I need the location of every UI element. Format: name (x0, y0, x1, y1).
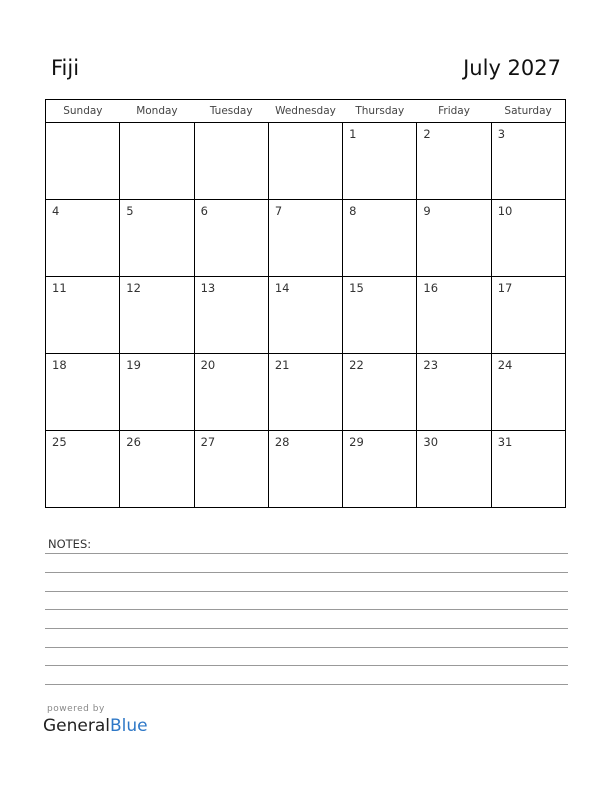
day-cell (120, 200, 194, 277)
day-number: 8 (349, 204, 357, 218)
notes-line (45, 553, 568, 554)
day-number: 17 (497, 281, 513, 295)
day-number: 15 (349, 281, 364, 295)
day-number: 12 (126, 281, 141, 295)
day-number: 21 (274, 358, 290, 372)
day-number: 29 (349, 435, 364, 449)
day-cell (343, 200, 417, 277)
weekday-sunday: Sunday (46, 100, 120, 123)
day-cell (417, 431, 491, 508)
week-row (46, 200, 566, 277)
day-number: 18 (52, 358, 67, 372)
day-number: 7 (274, 204, 283, 218)
day-number: 9 (423, 204, 431, 218)
day-number: 22 (349, 358, 364, 372)
weekday-tuesday: Tuesday (194, 100, 268, 123)
day-cell (46, 277, 120, 354)
day-number (195, 123, 268, 127)
day-cell (343, 277, 417, 354)
notes-line (45, 609, 568, 610)
week-row (46, 431, 566, 508)
day-cell (268, 354, 342, 431)
country-title: Fiji (51, 56, 80, 80)
notes-line (45, 647, 568, 648)
day-cell (491, 123, 565, 200)
day-number: 14 (274, 281, 290, 295)
day-cell (268, 123, 342, 200)
day-cell (417, 123, 491, 200)
day-cell (268, 277, 342, 354)
weekday-saturday: Saturday (491, 100, 565, 123)
brand-logo (43, 716, 148, 736)
week-row (46, 354, 566, 431)
day-number: 13 (200, 281, 216, 295)
day-number: 23 (423, 358, 439, 372)
weekday-thursday: Thursday (343, 100, 417, 123)
day-number: 28 (274, 435, 290, 449)
day-number: 1 (349, 127, 357, 141)
notes-label: NOTES: (48, 537, 92, 551)
day-number: 27 (200, 435, 216, 449)
weekday-header-row (46, 100, 566, 123)
day-cell (194, 277, 268, 354)
day-number: 19 (126, 358, 141, 372)
day-cell (46, 200, 120, 277)
day-number: 16 (423, 281, 439, 295)
day-number: 3 (497, 127, 506, 141)
day-cell (46, 354, 120, 431)
day-number: 31 (497, 435, 513, 449)
day-cell (343, 123, 417, 200)
notes-line (45, 628, 568, 629)
day-cell (120, 431, 194, 508)
day-cell (120, 277, 194, 354)
day-number (46, 123, 119, 127)
calendar-grid (45, 99, 566, 508)
day-number (269, 123, 342, 127)
day-cell (417, 277, 491, 354)
day-number: 6 (200, 204, 208, 218)
day-cell (268, 200, 342, 277)
day-cell (343, 354, 417, 431)
weekday-monday: Monday (120, 100, 194, 123)
day-number: 26 (126, 435, 141, 449)
brand-name-general: General (43, 716, 110, 736)
day-cell (343, 431, 417, 508)
day-cell (268, 431, 342, 508)
day-cell (491, 277, 565, 354)
day-number: 5 (126, 204, 134, 218)
day-cell (194, 123, 268, 200)
day-number: 20 (200, 358, 216, 372)
week-row (46, 277, 566, 354)
day-cell (194, 200, 268, 277)
day-cell (194, 354, 268, 431)
day-cell (417, 200, 491, 277)
day-number: 30 (423, 435, 439, 449)
powered-by-text: powered by (47, 704, 105, 714)
day-number: 24 (497, 358, 513, 372)
day-number: 11 (52, 281, 67, 295)
day-number: 10 (497, 204, 513, 218)
weekday-friday: Friday (417, 100, 491, 123)
day-cell (491, 354, 565, 431)
weekday-wednesday: Wednesday (268, 100, 342, 123)
notes-line (45, 591, 568, 592)
day-cell (491, 431, 565, 508)
notes-line (45, 572, 568, 573)
day-cell (46, 123, 120, 200)
month-year-title: July 2027 (463, 56, 561, 80)
day-cell (491, 200, 565, 277)
day-cell (120, 354, 194, 431)
day-number (120, 123, 193, 127)
day-cell (417, 354, 491, 431)
brand-name-blue: Blue (110, 716, 148, 736)
day-cell (194, 431, 268, 508)
day-number: 25 (52, 435, 67, 449)
day-number: 4 (52, 204, 60, 218)
day-cell (46, 431, 120, 508)
day-cell (120, 123, 194, 200)
week-row (46, 123, 566, 200)
notes-line (45, 665, 568, 666)
notes-line (45, 684, 568, 685)
day-number: 2 (423, 127, 431, 141)
